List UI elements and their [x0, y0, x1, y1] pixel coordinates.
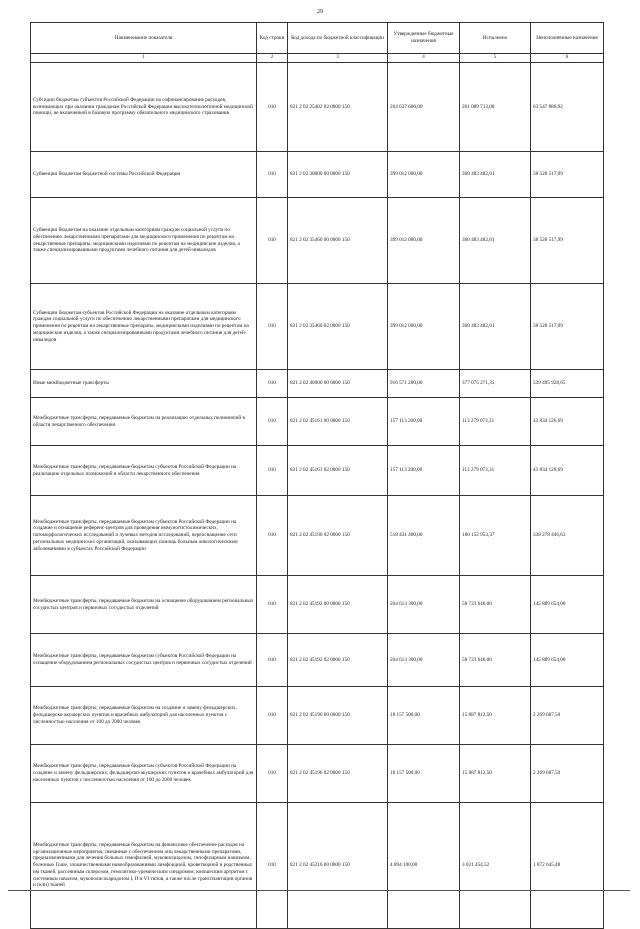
row-approved: 399 012 000,00 — [388, 198, 460, 284]
row-approved: 399 012 000,00 — [388, 152, 460, 198]
row-executed: 15 887 812,50 — [460, 687, 531, 745]
table-row — [31, 634, 604, 687]
budget-execution-table — [30, 22, 604, 929]
row-name: Субвенции бюджетам бюджетной системы Российской Федерации — [31, 152, 257, 198]
row-line-code: 010 — [257, 576, 288, 634]
row-name: Иные межбюджетные трансферты — [31, 370, 257, 398]
column-number-row — [31, 54, 604, 63]
row-line-code: 010 — [257, 687, 288, 745]
row-unexecuted: 38 528 517,99 — [531, 198, 604, 284]
row-executed: 360 483 482,01 — [460, 284, 531, 370]
row-income-code: 821 2 02 45192 02 0000 150 — [288, 634, 388, 687]
row-name: Межбюджетные трансферты, передаваемые бюджетам на реализацию отдельных полномочий в области лекарственного обеспечения — [31, 398, 257, 446]
row-income-code: 821 2 02 45190 02 0000 150 — [288, 496, 388, 576]
row-income-code: 821 2 02 40000 00 0000 150 — [288, 370, 388, 398]
row-unexecuted: 1 872 645,48 — [531, 803, 604, 929]
row-name: Субвенции бюджетам на оказание отдельным категориям граждан социальной услуги по обеспечению лекарственными препаратами для медицинского применения по рецептам на лекарственные препараты, медицинскими изделиями по рецептам на медицинские изделия, а также специализированными продуктами лечебного питания для детей-инвалидов — [31, 198, 257, 284]
row-income-code: 821 2 02 25402 02 0000 150 — [288, 63, 388, 152]
row-unexecuted: 38 528 517,99 — [531, 284, 604, 370]
row-line-code: 010 — [257, 370, 288, 398]
col-number: 1 — [31, 54, 257, 63]
row-approved: 204 613 300,00 — [388, 576, 460, 634]
row-executed: 180 152 953,37 — [460, 496, 531, 576]
row-line-code: 010 — [257, 63, 288, 152]
table-row — [31, 687, 604, 745]
table-row — [31, 370, 604, 398]
row-unexecuted: 38 528 517,99 — [531, 152, 604, 198]
row-approved: 399 012 000,00 — [388, 284, 460, 370]
row-unexecuted: 43 834 126,69 — [531, 446, 604, 496]
row-name: Межбюджетные трансферты, передаваемые бюджетам на оснащение оборудованием региональных сосудистых центров и первичных сосудистых отделений — [31, 576, 257, 634]
col-number: 5 — [460, 54, 531, 63]
row-name: Субвенции бюджетам субъектов Российской Федерации на оказание отдельным категориям граждан социальной услуги по обеспечению лекарственными препаратами для медицинского применения по рецептам на лекарственные препараты, медицинскими изделиями по рецептам на медицинские изделия, а также специализированными продуктами лечебного питания для детей-инвалидов — [31, 284, 257, 370]
row-unexecuted: 2 269 687,50 — [531, 745, 604, 803]
col-number: 6 — [531, 54, 604, 63]
row-income-code: 821 2 02 45192 00 0000 150 — [288, 576, 388, 634]
row-approved: 157 113 200,00 — [388, 446, 460, 496]
row-approved: 518 431 400,00 — [388, 496, 460, 576]
row-unexecuted: 2 269 687,50 — [531, 687, 604, 745]
col-number: 2 — [257, 54, 288, 63]
row-line-code: 010 — [257, 198, 288, 284]
row-name: Межбюджетные трансферты, передаваемые бюджетам субъектов Российской Федерации на оснащение оборудованием региональных сосудистых центров и первичных сосудистых отделений — [31, 634, 257, 687]
table-row — [31, 152, 604, 198]
row-name: Межбюджетные трансферты, передаваемые бюджетам субъектов Российской Федерации на создание и оснащение референс-центров для проведения иммуногистохимических, патоморфологических исследований и лучевых методов исследований, переоснащение сети региональных медицинских организаций, оказывающих помощь больным онкологическими заболеваниями в субъектах Российской Федерации — [31, 496, 257, 576]
row-income-code: 821 2 02 45216 00 0000 150 — [288, 803, 388, 929]
row-line-code: 010 — [257, 634, 288, 687]
page-number: 29 — [317, 9, 323, 15]
row-executed: 360 483 482,01 — [460, 152, 531, 198]
row-name: Межбюджетные трансферты, передаваемые бюджетам субъектов Российской Федерации на создание и замену фельдшерских, фельдшерско-акушерских пунктов и врачебных амбулаторий для населенных пунктов с численностью населения от 100 до 2000 человек — [31, 745, 257, 803]
row-income-code: 821 2 02 35460 02 0000 150 — [288, 284, 388, 370]
row-unexecuted: 43 834 126,69 — [531, 398, 604, 446]
table-row — [31, 446, 604, 496]
col-number: 4 — [388, 54, 460, 63]
row-unexecuted: 338 278 446,63 — [531, 496, 604, 576]
row-executed: 377 075 271,35 — [460, 370, 531, 398]
row-executed: 58 723 646,00 — [460, 634, 531, 687]
row-executed: 58 723 646,00 — [460, 576, 531, 634]
page-bottom-rule — [8, 890, 630, 891]
col-header-name: Наименование показателя — [31, 23, 257, 54]
row-income-code: 821 2 02 45161 02 0000 150 — [288, 446, 388, 496]
row-income-code: 821 2 02 45196 00 0000 150 — [288, 687, 388, 745]
row-income-code: 821 2 02 30000 00 0000 150 — [288, 152, 388, 198]
table-row — [31, 576, 604, 634]
row-approved: 157 113 200,00 — [388, 398, 460, 446]
row-executed: 113 279 073,31 — [460, 446, 531, 496]
table-row — [31, 284, 604, 370]
row-income-code: 821 2 02 35460 00 0000 150 — [288, 198, 388, 284]
table-row — [31, 496, 604, 576]
row-unexecuted: 145 889 654,00 — [531, 634, 604, 687]
table-row — [31, 198, 604, 284]
row-unexecuted: 145 889 654,00 — [531, 576, 604, 634]
row-line-code: 010 — [257, 803, 288, 929]
col-number: 3 — [288, 54, 388, 63]
row-approved: 264 637 600,00 — [388, 63, 460, 152]
row-approved: 18 157 500,00 — [388, 745, 460, 803]
row-executed: 113 279 073,31 — [460, 398, 531, 446]
row-name: Межбюджетные трансферты, передаваемые бюджетам на финансовое обеспечение расходов на организационные мероприятия, связанные с обеспечением лиц лекарственными препаратами, предназначенными для лечения больных гемофилией, муковисцидозом, гипофизарным нанизмом, болезнью Гоше, злокачественными новообразованиями лимфоидной, кроветворной и родственных им тканей, рассеянным склерозом, гемолитико-уремическим синдромом, юношеским артритом с системным началом, мукополисахаридозом I, II и VI типов, а также после трансплантации органов и (или) тканей — [31, 803, 257, 929]
row-executed: 3 021 454,52 — [460, 803, 531, 929]
row-line-code: 010 — [257, 152, 288, 198]
row-line-code: 010 — [257, 446, 288, 496]
row-approved: 916 571 200,00 — [388, 370, 460, 398]
row-line-code: 010 — [257, 496, 288, 576]
row-name: Субсидии бюджетам субъектов Российской Федерации на софинансирование расходов, возникающих при оказании гражданам Российской Федерации высокотехнологичной медицинской помощи, не включенной в базовую программу обязательного медицинского страхования — [31, 63, 257, 152]
row-approved: 204 613 300,00 — [388, 634, 460, 687]
row-executed: 360 483 482,01 — [460, 198, 531, 284]
row-unexecuted: 63 547 886,92 — [531, 63, 604, 152]
row-line-code: 010 — [257, 398, 288, 446]
row-name: Межбюджетные трансферты, передаваемые бюджетам на создание и замену фельдшерских, фельдшерско-акушерских пунктов и врачебных амбулаторий для населенных пунктов с численностью населения от 100 до 2000 человек — [31, 687, 257, 745]
row-approved: 4 894 100,00 — [388, 803, 460, 929]
table-row — [31, 63, 604, 152]
row-line-code: 010 — [257, 745, 288, 803]
col-header-income-code: Код дохода по бюджетной классификации — [288, 23, 388, 54]
row-executed: 201 089 713,08 — [460, 63, 531, 152]
header-row — [31, 23, 604, 54]
table-row — [31, 398, 604, 446]
row-approved: 18 157 500,00 — [388, 687, 460, 745]
row-unexecuted: 539 495 928,65 — [531, 370, 604, 398]
table-row — [31, 803, 604, 929]
row-income-code: 821 2 02 45196 02 0000 150 — [288, 745, 388, 803]
row-line-code: 010 — [257, 284, 288, 370]
col-header-unexecuted: Неисполненные назначения — [531, 23, 604, 54]
row-income-code: 821 2 02 45161 00 0000 150 — [288, 398, 388, 446]
col-header-line-code: Код строки — [257, 23, 288, 54]
row-executed: 15 887 812,50 — [460, 745, 531, 803]
table-row — [31, 745, 604, 803]
col-header-approved: Утвержденные бюджетные назначения — [388, 23, 460, 54]
row-name: Межбюджетные трансферты, передаваемые бюджетам субъектов Российской Федерации на реализацию отдельных полномочий в области лекарственного обеспечения — [31, 446, 257, 496]
col-header-executed: Исполнено — [460, 23, 531, 54]
